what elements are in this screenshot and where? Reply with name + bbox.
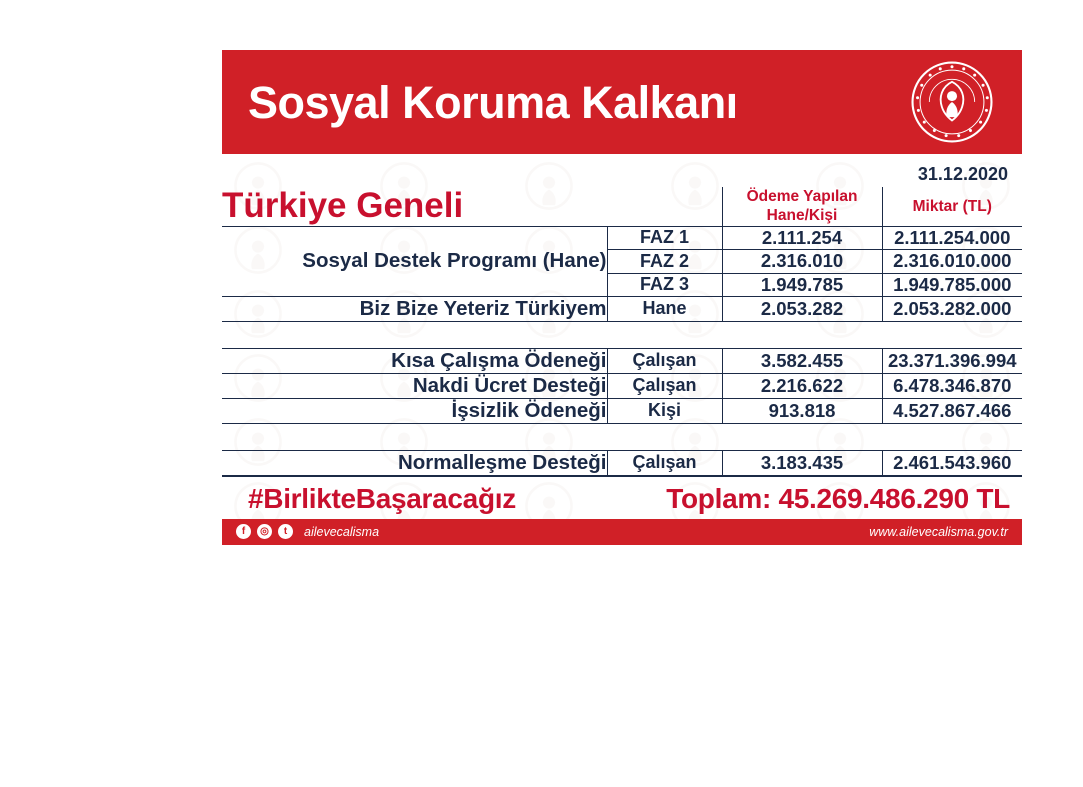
row-count: 2.111.254	[722, 226, 882, 249]
table-row	[222, 273, 1022, 296]
poster-footer	[222, 519, 1022, 545]
row-label: Sosyal Destek Programı (Hane)	[302, 249, 607, 273]
report-date: 31.12.2020	[917, 164, 1008, 184]
row-label: Kısa Çalışma Ödeneği	[222, 348, 607, 373]
row-amount: 2.111.254.000	[882, 226, 1022, 249]
row-amount: 4.527.867.466	[882, 398, 1022, 423]
row-count: 913.818	[722, 398, 882, 423]
row-type: FAZ 1	[607, 226, 722, 249]
row-amount: 2.316.010.000	[882, 249, 1022, 273]
group-spacer	[222, 321, 1022, 348]
row-type: FAZ 2	[607, 249, 722, 273]
column-header-amount: Miktar (TL)	[912, 197, 992, 215]
table-row	[222, 373, 1022, 398]
row-count: 3.582.455	[722, 348, 882, 373]
table-row	[222, 249, 1022, 273]
report-table	[222, 187, 1022, 476]
column-header-count-line1: Ödeme Yapılan	[746, 188, 858, 205]
row-type: Çalışan	[607, 373, 722, 398]
table-row	[222, 226, 1022, 249]
row-label: Normalleşme Desteği	[222, 450, 607, 475]
website-url[interactable]: www.ailevecalisma.gov.tr	[869, 524, 1008, 539]
social-handle: ailevecalisma	[304, 524, 380, 539]
social-links	[236, 524, 379, 539]
campaign-hashtag: #BirlikteBaşaracağız	[248, 482, 516, 514]
report-content	[222, 154, 1022, 519]
row-label: İşsizlik Ödeneği	[222, 398, 607, 423]
row-amount: 2.461.543.960	[882, 450, 1022, 475]
row-type: FAZ 3	[607, 273, 722, 296]
row-label: Biz Bize Yeteriz Türkiyem	[222, 296, 607, 321]
summary-band	[222, 476, 1022, 519]
table-row	[222, 398, 1022, 423]
table-row	[222, 450, 1022, 475]
row-count: 2.216.622	[722, 373, 882, 398]
region-title: Türkiye Geneli	[222, 186, 464, 225]
row-count: 2.053.282	[722, 296, 882, 321]
poster-header	[222, 50, 1022, 154]
row-type: Çalışan	[607, 348, 722, 373]
table-row	[222, 348, 1022, 373]
infographic-poster	[222, 50, 1022, 545]
group-spacer	[222, 423, 1022, 450]
poster-body	[222, 154, 1022, 519]
row-count: 3.183.435	[722, 450, 882, 475]
column-header-count-line2: Hane/Kişi	[766, 207, 838, 225]
row-count: 1.949.785	[722, 273, 882, 296]
row-amount: 1.949.785.000	[882, 273, 1022, 296]
facebook-icon[interactable]: f	[236, 524, 251, 539]
row-label	[222, 273, 607, 296]
row-type: Çalışan	[607, 450, 722, 475]
poster-title: Sosyal Koruma Kalkanı	[248, 76, 738, 128]
row-label	[222, 226, 607, 249]
twitter-icon[interactable]: t	[278, 524, 293, 539]
row-count: 2.316.010	[722, 249, 882, 273]
row-amount: 6.478.346.870	[882, 373, 1022, 398]
row-type: Kişi	[607, 398, 722, 423]
instagram-icon[interactable]: ◎	[257, 524, 272, 539]
row-type: Hane	[607, 296, 722, 321]
table-row	[222, 296, 1022, 321]
row-amount: 2.053.282.000	[882, 296, 1022, 321]
total-amount: Toplam: 45.269.486.290 TL	[666, 482, 1010, 514]
row-label: Nakdi Ücret Desteği	[222, 373, 607, 398]
table-header-row	[222, 187, 1022, 226]
row-amount: 23.371.396.994	[882, 348, 1022, 373]
column-header-count	[722, 187, 882, 226]
ministry-emblem-icon	[910, 60, 994, 144]
